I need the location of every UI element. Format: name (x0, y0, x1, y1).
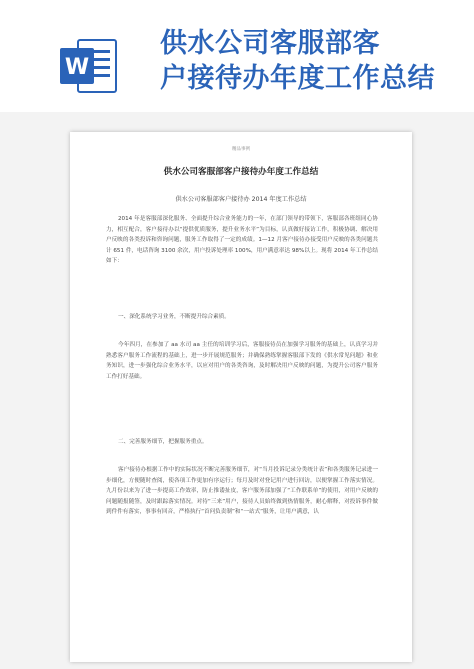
banner (0, 0, 474, 112)
document-subtitle: 供水公司客服部客户接待办 2014 年度工作总结 (175, 196, 307, 203)
word-icon-letter: W (64, 55, 90, 80)
document-page (70, 132, 412, 662)
document-title: 供水公司客服部客户接待办年度工作总结 (163, 167, 319, 177)
banner-title (160, 26, 466, 96)
document-header: 精品事例 (232, 147, 250, 152)
section-heading-1: 一、深化系统学习业务，不断提升综合素质。 (118, 314, 230, 320)
banner-title-line1: 供水公司客服部客 (160, 28, 380, 59)
section-heading-2: 二、完善服务细节，把握服务重点。 (118, 439, 208, 445)
paragraph-section-2: 客户接待办根据工作中的实际状况不断完善服务细节，对“当月投诉记录分类统计表”和各类服务记录进一步细化，方便随时查阅，使各项工作更加有序运行；每月及时对登记用户进行回访，以便掌握工作落实情况。九月份以来为了进一步提高工作效率，防止推诿扯皮，客户服务部加强了“工作联系单”的使用，对用户反映的问题随报随签，及时跟踪落实情况。对待“三来”用户，接待人员始终做到热情服务，耐心解释，对投诉事件做到件件有落实，事事有回音，严格执行“首问负责制”和“一站式”服务，让用户满意，认 (106, 467, 378, 515)
paragraph-section-1: 今年四月，在参加了 aa 水司 aa 主任的培训学习后，客服接待员在加强学习服务的基础上，认真学习并熟悉客户服务工作流程的基础上，进一步开展规范服务；并确保熟练掌握客服部下发的《供水常见问题》和业务知识，进一步强化综合业务水平，以应对用户的各类咨询，及时解决用户反映的问题，为提升公司客户服务工作打好基础。 (106, 342, 378, 380)
paragraph-intro: 2014 年是客服部深化服务、全面提升综合业务能力的一年，在部门领导的带领下，客服部各班组同心协力，相互配合，客户接待办以“提供优质服务，提升业务水平”为目标，认真做好接访工作，积极协调、解决用户反映的各类投诉和咨询问题，服务工作取得了一定的成绩。1—12 月客户接待办接受用户反映的各类问题共计 651 件，电话咨询 3100 余次，用户投诉处理率 100%，用户满意率达 98%以上。现将 2014 年工作总结如下： (106, 216, 378, 264)
word-document-icon (58, 36, 118, 96)
banner-title-line2: 户接待办年度工作总结 (160, 63, 435, 94)
